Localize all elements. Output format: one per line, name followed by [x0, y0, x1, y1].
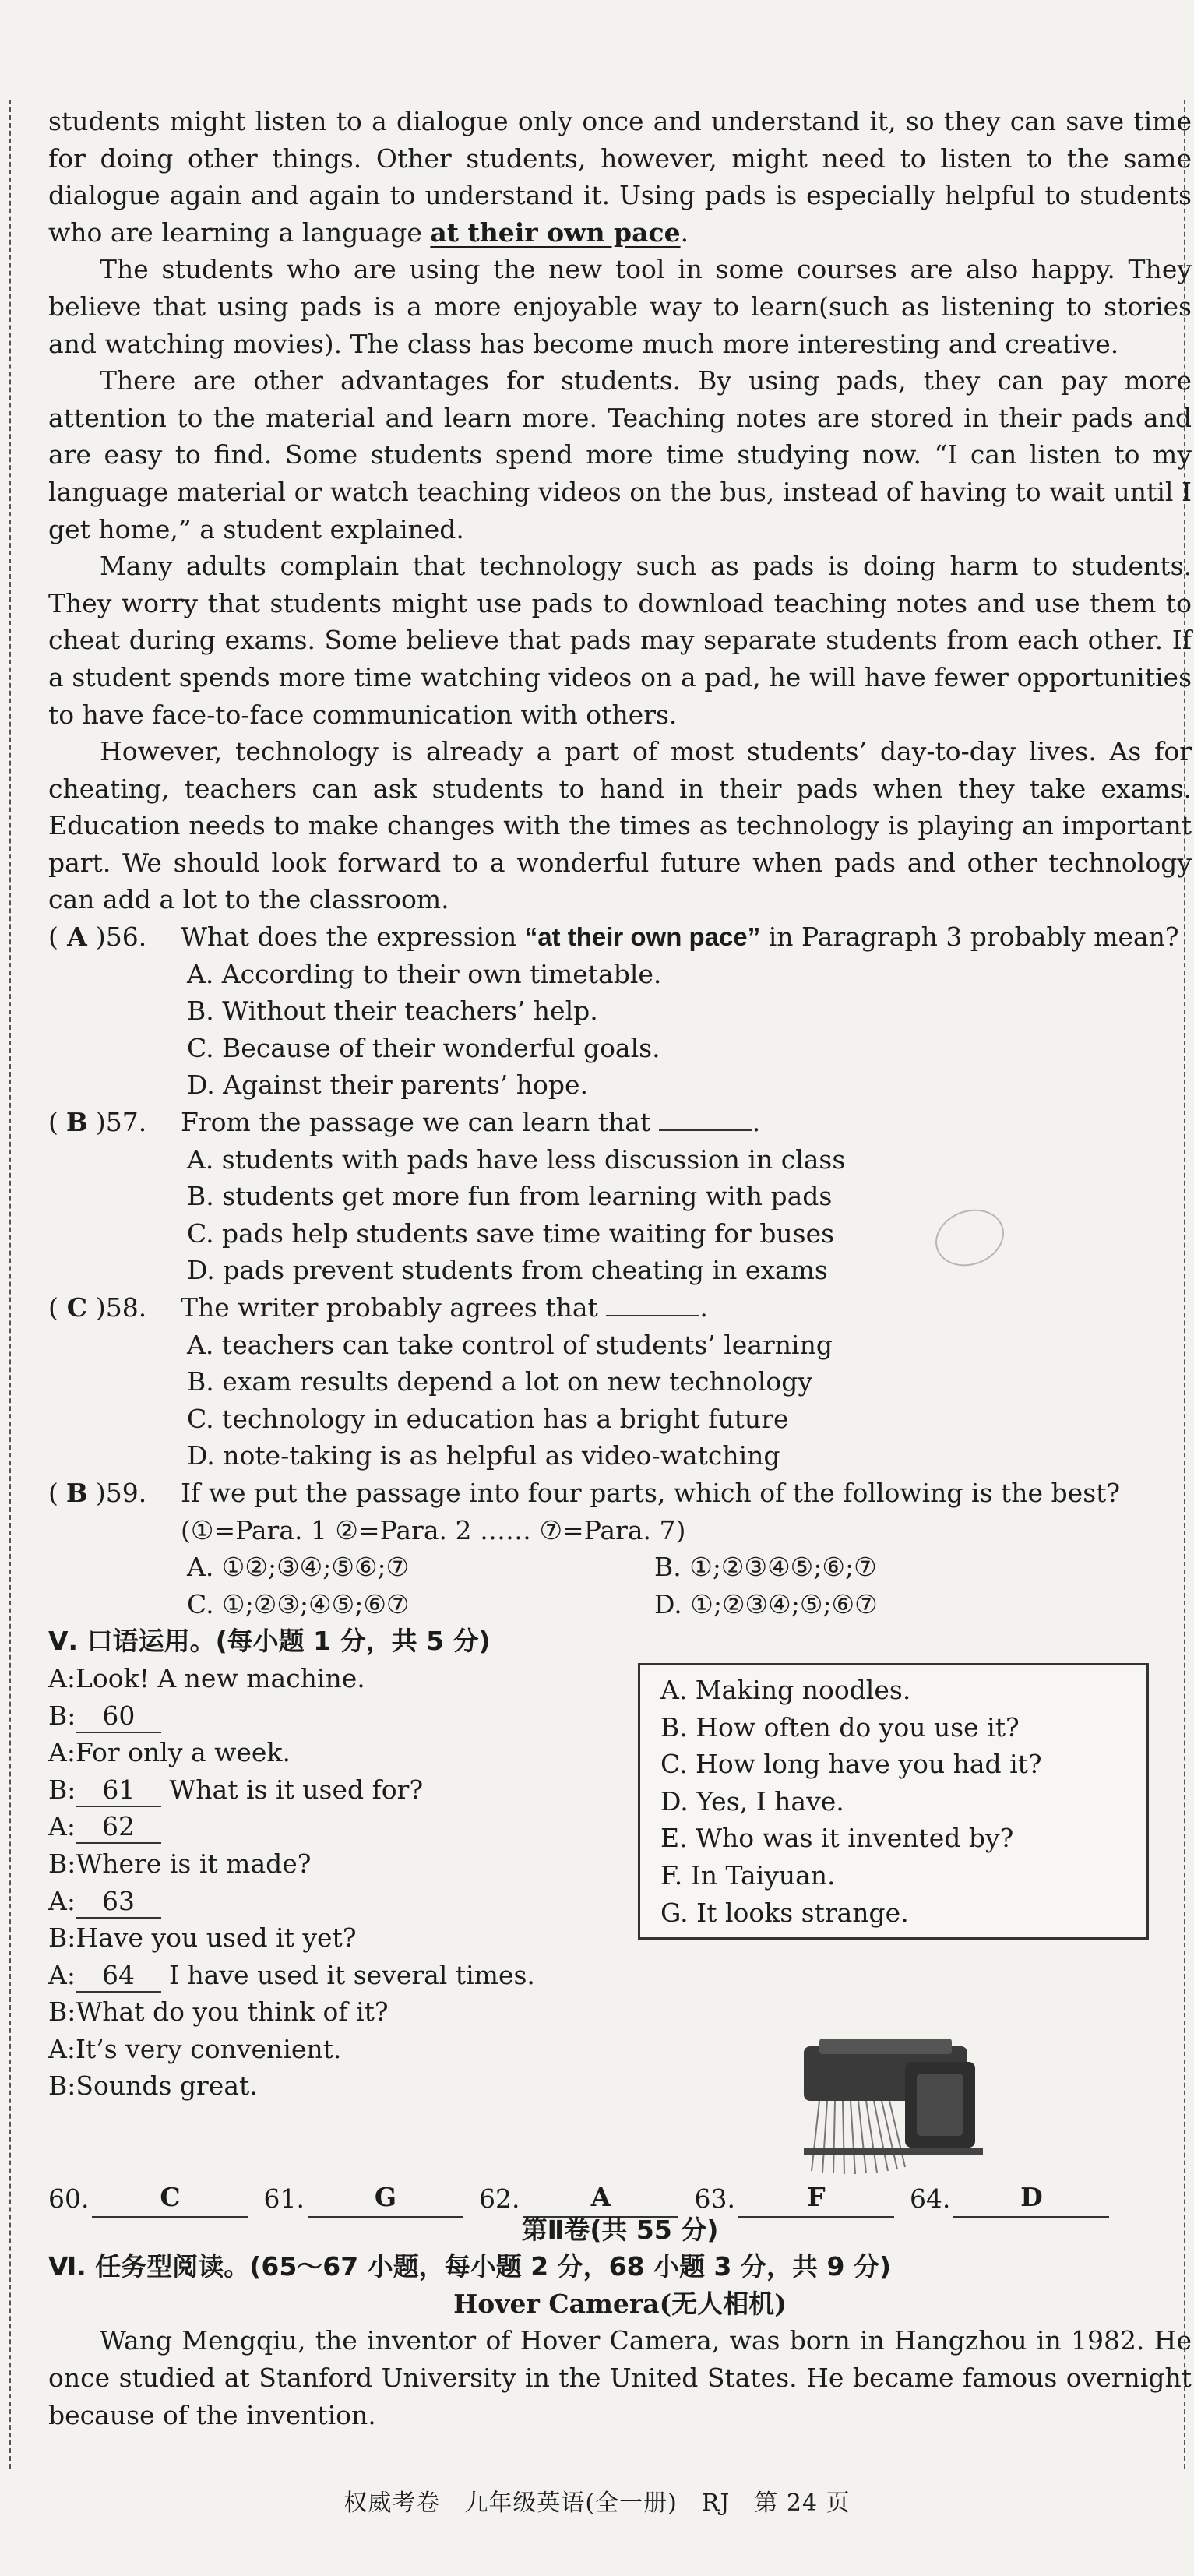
dialogue-line: B:What do you think of it?	[48, 1996, 389, 2028]
option: A. ①②;③④;⑤⑥;⑦	[187, 1552, 410, 1583]
box-option: B. How often do you use it?	[660, 1711, 1020, 1743]
dialogue-line: B: 61 What is it used for?	[48, 1771, 640, 1809]
dialogue-line: B:Have you used it yet?	[48, 1922, 357, 1954]
option: B. exam results depend a lot on new technology	[187, 1366, 813, 1397]
section-vi-title: Ⅵ. 任务型阅读。(65～67 小题，每小题 2 分，68 小题 3 分，共 9 分)	[48, 2251, 892, 2282]
question-57: ( B )57. From the passage we can learn that .	[48, 1104, 1192, 1141]
question-stem: What does the expression “at their own pace” in Paragraph 3 probably mean?	[181, 922, 1179, 953]
highlighted-phrase: at their own pace	[430, 217, 681, 248]
answer-blank	[659, 1106, 752, 1131]
answer-blank	[606, 1292, 699, 1316]
section-v-title: Ⅴ. 口语运用。(每小题 1 分，共 5 分)	[48, 1626, 491, 1657]
oral-answers: 60. C 61. G 62. A 63. F 64. D	[48, 2179, 1192, 2218]
box-option: F. In Taiyuan.	[660, 1859, 836, 1891]
option: A. students with pads have less discussion in class	[187, 1144, 846, 1175]
dialogue-line: B:Where is it made?	[48, 1848, 312, 1879]
option: D. pads prevent students from cheating in exams	[187, 1255, 828, 1286]
dialogue-area	[48, 1660, 1192, 2179]
option: D. Against their parents’ hope.	[187, 1070, 589, 1101]
dialogue-line: A: 62	[48, 1808, 640, 1845]
dialogue-line: A: 64 I have used it several times.	[48, 1957, 640, 1994]
answer-58: C	[66, 1292, 87, 1323]
question-58: ( C )58. The writer probably agrees that .	[48, 1289, 1192, 1327]
answer-59: B	[65, 1477, 88, 1508]
dialogue	[48, 1660, 640, 2105]
option: C. ①;②③;④⑤;⑥⑦	[187, 1588, 410, 1619]
option: A. teachers can take control of students’ learning	[187, 1329, 833, 1360]
box-option: D. Yes, I have.	[660, 1785, 844, 1817]
option: B. Without their teachers’ help.	[187, 996, 598, 1027]
option: A. According to their own timetable.	[187, 958, 662, 989]
answer-56: A	[67, 922, 87, 953]
question-59: ( B )59. If we put the passage into four parts, which of the following is the best? (①=Para. 1 ②=Para. 2 …… ⑦=Para. 7)	[48, 1475, 1192, 1549]
paragraph-4: Many adults complain that technology such as pads is doing harm to students. They worry that students might use pads to download teaching notes and use them to cheat during exams. Some believe that pads may separate students from each other. If a student spends more time watching videos on a pad, he will have fewer opportunities to have face-to-face communication with others.	[48, 551, 1192, 730]
option: B. ①;②③④⑤;⑥;⑦	[654, 1552, 877, 1583]
dialogue-line: A:It’s very convenient.	[48, 2033, 342, 2064]
article-paragraph: Wang Mengqiu, the inventor of Hover Camera, was born in Hangzhou in 1982. He once studied at Stanford University in the United States. He became famous overnight because of the invention.	[48, 2325, 1192, 2430]
answer-57: B	[65, 1107, 88, 1138]
left-dashed-border	[9, 100, 11, 2469]
dialogue-line: A:Look! A new machine.	[48, 1662, 365, 1693]
article-title: Hover Camera(无人相机)	[453, 2288, 787, 2319]
option: D. ①;②③④;⑤;⑥⑦	[654, 1588, 878, 1619]
question-56: ( A )56. What does the expression “at their own pace” in Paragraph 3 probably mean?	[48, 918, 1192, 956]
answer-62: A	[523, 2179, 678, 2218]
option: C. technology in education has a bright future	[187, 1403, 789, 1434]
option: C. Because of their wonderful goals.	[187, 1032, 660, 1063]
paragraph-1: students might listen to a dialogue only once and understand it, so they can save time for doing other things. Other students, however, might need to listen to the same dialogue again and again to understand it. Using pads is especially helpful to students who are learning a language at their own pace.	[48, 106, 1192, 248]
dialogue-line: A: 63	[48, 1883, 640, 1920]
part-ii-title: 第Ⅱ卷(共 55 分)	[521, 2214, 719, 2245]
page-content	[48, 103, 1192, 2433]
paragraph-3: There are other advantages for students. By using pads, they can pay more attention to the material and learn more. Teaching notes are stored in their pads and are easy to find. Some students spend more time studying now. “I can listen to my language material or watch teaching videos on the bus, instead of having to wait until I get home,” a student explained.	[48, 365, 1192, 544]
answer-63: F	[738, 2179, 894, 2218]
question-stem: If we put the passage into four parts, which of the following is the best? (①=Para. 1 ②=Para. 2 …… ⑦=Para. 7)	[181, 1477, 1121, 1545]
option: B. students get more fun from learning with pads	[187, 1181, 833, 1212]
page-footer: 权威考卷 九年级英语(全一册) RJ 第 24 页	[343, 2490, 851, 2517]
box-option: C. How long have you had it?	[660, 1749, 1042, 1780]
answer-64: D	[953, 2179, 1109, 2218]
box-option: A. Making noodles.	[660, 1674, 911, 1705]
answer-60: C	[92, 2179, 248, 2218]
box-option: E. Who was it invented by?	[660, 1823, 1014, 1854]
question-stem: From the passage we can learn that	[181, 1107, 651, 1138]
dialogue-line: B:Sounds great.	[48, 2070, 258, 2102]
box-option: G. It looks strange.	[660, 1897, 909, 1928]
options-box	[638, 1663, 1149, 1940]
noodle-machine-image	[788, 2031, 991, 2179]
paragraph-2: The students who are using the new tool in some courses are also happy. They believe that using pads is a more enjoyable way to learn(such as listening to stories and watching movies). The class has become much more interesting and creative.	[48, 254, 1192, 359]
question-stem: The writer probably agrees that	[181, 1292, 598, 1323]
dialogue-line: B: 60	[48, 1697, 640, 1735]
dialogue-line: A:For only a week.	[48, 1737, 291, 1768]
answer-61: G	[308, 2179, 463, 2218]
option: D. note-taking is as helpful as video-watching	[187, 1440, 780, 1471]
option: C. pads help students save time waiting for buses	[187, 1218, 835, 1249]
paragraph-5: However, technology is already a part of most students’ day-to-day lives. As for cheating, teachers can ask students to hand in their pads when they take exams. Education needs to make changes with the times as technology is playing an important part. We should look forward to a wonderful future when pads and other technology can add a lot to the classroom.	[48, 736, 1192, 915]
